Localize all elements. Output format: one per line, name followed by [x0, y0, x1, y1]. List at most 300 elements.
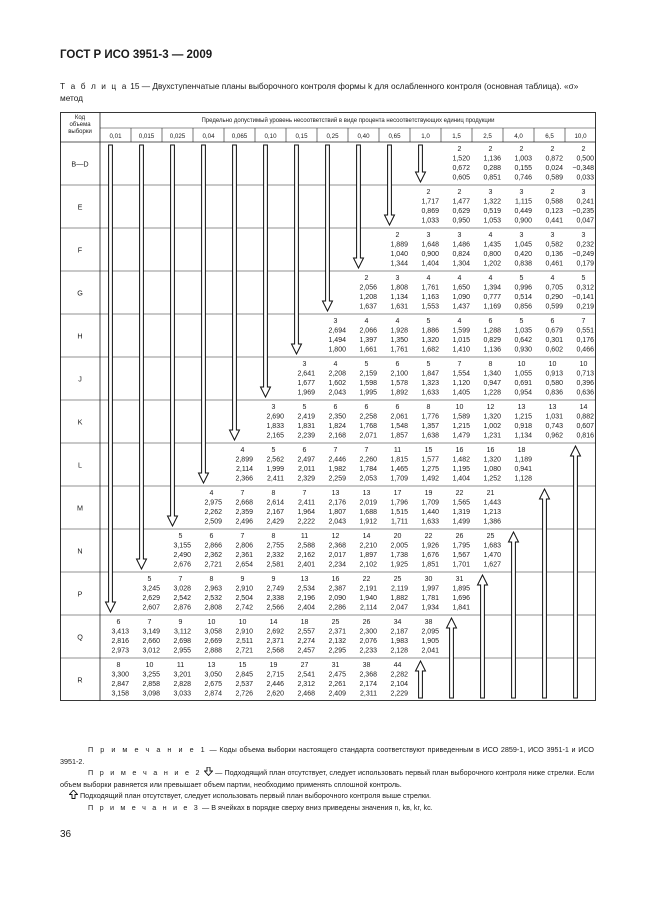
plan-value: 1,638: [421, 432, 439, 440]
plan-value: 1,925: [390, 561, 408, 569]
plan-value: 1,897: [359, 552, 377, 559]
plan-value: 0,519: [483, 208, 501, 215]
plan-value: 13: [362, 490, 371, 497]
plan-value: 1,928: [390, 327, 408, 335]
plan-value: 1,015: [452, 337, 470, 344]
plan-value: 3,098: [142, 690, 160, 698]
plan-value: 2,258: [359, 413, 377, 421]
note-2-label: П р и м е ч а н и е 2: [88, 768, 202, 778]
plan-value: 3,149: [142, 628, 160, 636]
plan-value: −0,141: [572, 294, 594, 301]
plan-value: 11: [176, 662, 185, 669]
plan-value: 22: [424, 533, 433, 540]
plan-value: 0,746: [514, 174, 532, 182]
aql-level-label: 0,65: [388, 133, 401, 140]
plan-value: 8: [488, 361, 493, 368]
plan-value: 2: [457, 189, 462, 196]
plan-value: 1,275: [421, 466, 439, 473]
plan-value: 0,466: [576, 346, 594, 354]
plan-value: 1,578: [390, 380, 408, 387]
plan-value: 6: [550, 318, 555, 325]
plan-value: 8: [426, 404, 431, 411]
plan-value: 0,123: [545, 208, 563, 215]
plan-value: 1,492: [421, 475, 439, 483]
sample-size-code: R: [77, 675, 83, 685]
plan-value: 4: [457, 318, 462, 325]
plan-value: 11: [300, 533, 309, 540]
plan-value: 10: [207, 619, 216, 626]
plan-value: 17: [393, 490, 402, 497]
plan-value: 0,607: [576, 423, 594, 430]
plan-value: 2,607: [142, 604, 160, 612]
plan-value: 2,076: [359, 638, 377, 645]
plan-value: 1,553: [421, 303, 439, 311]
plan-value: 5: [519, 275, 524, 282]
plan-value: 0,580: [545, 380, 563, 387]
plan-value: 4: [550, 275, 555, 282]
down-arrow: [168, 145, 178, 526]
plan-value: 2,196: [297, 595, 315, 602]
plan-value: 1,410: [452, 346, 470, 354]
plan-value: 1,833: [266, 423, 284, 430]
plan-value: 0,918: [514, 423, 532, 430]
plan-value: 1,494: [328, 337, 346, 344]
plan-value: 5: [178, 533, 183, 540]
plan-value: 1,602: [328, 380, 346, 387]
plan-value: 2,061: [390, 413, 408, 421]
plan-value: 2,973: [111, 647, 129, 655]
plan-value: 1,808: [390, 284, 408, 292]
plan-value: 1,208: [359, 294, 377, 301]
plan-value: 2,090: [328, 595, 346, 602]
sample-size-code: L: [78, 460, 82, 470]
plan-value: 0,605: [452, 174, 470, 182]
plan-value: 3,028: [173, 585, 191, 593]
plan-value: 2,071: [359, 432, 377, 440]
plan-value: 2,119: [391, 585, 408, 593]
plan-value: 1,003: [514, 155, 532, 163]
plan-value: 2,715: [266, 671, 284, 679]
plan-value: 1,889: [390, 241, 408, 249]
plan-value: 10: [145, 662, 154, 669]
plan-value: 2,755: [266, 542, 284, 550]
plan-value: 1,800: [328, 346, 346, 354]
plan-value: 6: [116, 619, 121, 626]
plan-value: 0,743: [545, 423, 563, 430]
plan-value: 2,338: [266, 595, 284, 602]
plan-value: 0,396: [576, 380, 594, 387]
plan-value: 1,983: [390, 638, 408, 645]
plan-value: 2,017: [328, 552, 346, 559]
plan-value: 1,136: [483, 346, 501, 354]
plan-value: 1,189: [514, 456, 532, 464]
aql-level-label: 0,025: [169, 133, 186, 140]
plan-value: 2,114: [360, 604, 377, 612]
plan-value: 3,050: [204, 671, 222, 679]
plan-value: 16: [331, 576, 340, 583]
plan-value: 2,409: [328, 690, 346, 698]
plan-value: 0,288: [483, 165, 501, 172]
plan-value: 0,672: [452, 165, 470, 172]
plan-value: 9: [271, 576, 276, 583]
plan-value: 25: [486, 533, 495, 540]
plan-value: 2: [550, 189, 555, 196]
plan-value: 1,995: [359, 389, 377, 397]
plan-value: 4: [488, 232, 493, 239]
sample-size-code: K: [77, 417, 83, 427]
plan-value: 1,688: [359, 509, 377, 516]
plan-value: 1,134: [390, 294, 408, 301]
plan-value: 2,239: [297, 432, 315, 440]
plan-value: 1,815: [390, 456, 408, 464]
plan-value: 2,187: [390, 628, 408, 636]
sample-size-code: P: [77, 589, 83, 599]
plan-value: 2,371: [266, 638, 284, 645]
plan-value: 1,841: [452, 604, 470, 612]
plan-value: 1,440: [421, 509, 439, 516]
up-arrow: [416, 661, 426, 698]
plan-value: 34: [393, 619, 402, 626]
plan-value: 6: [395, 404, 400, 411]
plan-value: 3: [519, 189, 524, 196]
plan-value: 1,322: [483, 198, 501, 206]
plan-value: 1,404: [452, 475, 470, 483]
sampling-plan-table-svg: [60, 112, 596, 702]
plan-value: 2,053: [359, 475, 377, 483]
plan-value: 10: [238, 619, 247, 626]
plan-value: 2,446: [266, 681, 284, 688]
sample-size-code: B—D: [71, 159, 89, 169]
plan-value: 2,888: [204, 647, 222, 655]
plan-value: 2: [488, 146, 493, 153]
plan-value: 3: [519, 232, 524, 239]
plan-value: 2,047: [390, 604, 408, 612]
plan-value: 2,537: [235, 681, 253, 688]
sample-size-code: M: [77, 503, 83, 513]
plan-value: 5: [302, 404, 307, 411]
plan-value: 2,534: [297, 585, 315, 593]
plan-value: 1,405: [452, 389, 470, 397]
plan-value: 9: [178, 619, 183, 626]
plan-value: 13: [300, 576, 309, 583]
plan-value: 5: [147, 576, 152, 583]
plan-value: 1,650: [452, 284, 470, 292]
up-arrow: [540, 489, 550, 698]
plan-value: 1,320: [483, 456, 501, 464]
plan-value: 2,749: [266, 585, 284, 593]
aql-level-label: 0,04: [202, 133, 215, 140]
plan-value: 3,245: [142, 585, 160, 593]
plan-value: 4: [333, 361, 338, 368]
plan-value: 1,486: [452, 241, 470, 249]
plan-value: 2,808: [204, 604, 222, 612]
plan-value: 3: [488, 189, 493, 196]
aql-level-label: 6,5: [545, 133, 554, 140]
plan-value: 21: [486, 490, 495, 497]
plan-value: 0,599: [545, 303, 563, 311]
plan-value: 2,411: [267, 475, 284, 483]
plan-value: 2,043: [328, 518, 346, 526]
aql-level-label: 0,065: [231, 133, 248, 140]
document-title: ГОСТ Р ИСО 3951-3 — 2009: [60, 49, 213, 61]
aql-level-label: 0,15: [295, 133, 308, 140]
note-1-text: — Коды объема выборки настоящего стандарта соответствуют приведенным в ИСО 2859-1, ИСО 3951-1 и ИСО 3951-2.: [60, 745, 594, 766]
plan-value: 26: [362, 619, 371, 626]
plan-value: 1,851: [421, 561, 439, 569]
plan-value: 25: [331, 619, 340, 626]
plan-value: 3,033: [173, 690, 191, 698]
plan-value: 9: [240, 576, 245, 583]
plan-value: 0,950: [452, 217, 470, 225]
plan-value: 0,449: [514, 208, 532, 215]
plan-value: 1,969: [297, 389, 315, 397]
plan-value: 1,554: [452, 370, 470, 378]
plan-value: 1,882: [390, 595, 408, 602]
plan-value: 2,282: [390, 671, 408, 679]
plan-value: 0,954: [514, 389, 532, 397]
plan-value: 2,128: [390, 647, 408, 655]
plan-value: 2,174: [359, 681, 377, 688]
plan-value: 0,290: [545, 294, 563, 301]
plan-value: 3,058: [204, 628, 222, 636]
plan-value: 2,295: [328, 647, 346, 655]
plan-value: 2,274: [297, 638, 315, 645]
plan-value: 2,721: [235, 647, 253, 655]
sample-size-code: Q: [77, 632, 83, 642]
plan-value: 0,033: [576, 174, 594, 182]
plan-value: 2,910: [235, 628, 253, 636]
plan-value: 1,895: [452, 585, 470, 593]
plan-value: 1,515: [390, 509, 408, 516]
plan-value: 0,312: [576, 284, 594, 292]
plan-value: 1,215: [514, 413, 532, 421]
plan-value: 8: [271, 533, 276, 540]
plan-value: 44: [393, 662, 402, 669]
plan-value: 1,482: [452, 456, 470, 464]
plan-value: 3: [271, 404, 276, 411]
down-arrow: [230, 145, 240, 440]
plan-value: 2,845: [235, 671, 253, 679]
plan-value: 7: [147, 619, 152, 626]
plan-value: 2,350: [328, 413, 346, 421]
plan-value: 2: [426, 189, 431, 196]
plan-value: 2,497: [297, 456, 315, 464]
plan-value: 2,816: [111, 638, 129, 645]
aql-level-label: 1,5: [452, 133, 461, 140]
note-2-text-b: Подходящий план отсутствует, следует использовать первый план выборочного контроля выше стрелки.: [80, 791, 432, 801]
plan-value: 0,241: [576, 198, 594, 206]
plan-value: 1,045: [514, 241, 532, 249]
plan-value: 7: [333, 447, 338, 454]
plan-value: 30: [424, 576, 433, 583]
plan-value: 16: [486, 447, 495, 454]
plan-value: 2,401: [297, 561, 315, 569]
plan-value: 2,806: [235, 542, 253, 550]
plan-value: 4: [488, 275, 493, 282]
plan-value: 0,232: [576, 241, 594, 249]
plan-value: 0,800: [483, 251, 501, 258]
plan-value: 1,055: [514, 370, 532, 378]
plan-value: 7: [457, 361, 462, 368]
plan-value: −0,235: [572, 208, 594, 215]
plan-value: 1,437: [452, 303, 470, 311]
plan-value: 2,676: [173, 561, 191, 569]
plan-value: 2,056: [359, 284, 377, 292]
plan-value: 1,228: [483, 389, 501, 397]
plan-value: 0,900: [421, 251, 439, 258]
plan-value: 1,033: [421, 217, 439, 225]
plan-value: 12: [486, 404, 495, 411]
plan-value: 1,357: [421, 423, 439, 430]
plan-value: 0,461: [545, 260, 563, 268]
plan-value: 0,824: [452, 251, 470, 258]
aql-level-label: 0,01: [109, 133, 122, 140]
plan-value: 0,930: [514, 346, 532, 354]
plan-value: 2,311: [360, 690, 377, 698]
plan-value: 1,319: [452, 509, 470, 516]
plan-value: 0,713: [576, 370, 594, 378]
plan-value: 1,857: [390, 432, 408, 440]
plan-value: 5: [426, 361, 431, 368]
plan-value: 1,999: [266, 466, 284, 473]
plan-value: 3,300: [111, 671, 129, 679]
plan-value: 7: [581, 318, 586, 325]
plan-value: 1,701: [452, 561, 470, 569]
plan-value: 38: [424, 619, 433, 626]
plan-value: 0,136: [545, 251, 563, 258]
plan-value: 1,565: [452, 499, 470, 507]
plan-value: 1,940: [359, 595, 377, 602]
plan-value: 0,155: [514, 165, 532, 172]
table-caption-text: 15 — Двухступенчатые планы выборочного контроля формы k для ослабленного контроля (основная таблица). «σ» метод: [60, 81, 579, 103]
plan-value: 2,159: [359, 370, 377, 378]
plan-value: 4: [240, 447, 245, 454]
plan-value: 1,288: [483, 327, 501, 335]
plan-value: 0,500: [576, 155, 594, 163]
plan-value: 1,824: [328, 423, 346, 430]
plan-value: 3,201: [173, 671, 191, 679]
plan-value: 3,413: [111, 628, 129, 636]
table-caption: [60, 81, 595, 104]
plan-value: 2,100: [390, 370, 408, 378]
plan-value: 1,676: [421, 552, 439, 559]
plan-value: 0,179: [576, 260, 594, 268]
plan-value: 1,386: [483, 518, 501, 526]
plan-value: 2,095: [421, 628, 439, 636]
plan-value: 2,509: [204, 518, 222, 526]
plan-value: 2,005: [390, 542, 408, 550]
down-arrow: [354, 145, 364, 268]
plan-value: 0,024: [545, 165, 563, 172]
plan-value: 2: [395, 232, 400, 239]
plan-value: 1,781: [421, 595, 439, 602]
plan-value: 8: [116, 662, 121, 669]
plan-value: 14: [579, 404, 588, 411]
plan-value: 1,394: [483, 284, 501, 292]
plan-value: 1,807: [328, 509, 346, 516]
code-header-line: Код: [74, 115, 86, 121]
plan-value: 2,975: [204, 499, 222, 507]
plan-value: 18: [300, 619, 309, 626]
plan-value: 1,443: [483, 499, 501, 507]
plan-value: 0,851: [483, 174, 501, 182]
plan-value: 0,420: [514, 251, 532, 258]
plan-value: 8: [209, 576, 214, 583]
plan-value: 2,167: [266, 509, 284, 516]
plan-value: 3: [333, 318, 338, 325]
plan-value: 0,441: [545, 217, 563, 225]
plan-value: 6: [488, 318, 493, 325]
plan-value: 1,136: [483, 155, 501, 163]
note-1-label: П р и м е ч а н и е 1: [88, 745, 207, 754]
plan-value: 2,654: [235, 561, 253, 569]
plan-value: 10: [517, 361, 526, 368]
plan-value: 14: [362, 533, 371, 540]
plan-value: 2,690: [266, 413, 284, 421]
plan-value: 2,641: [297, 370, 315, 378]
plan-value: 7: [178, 576, 183, 583]
plan-value: 1,982: [328, 466, 346, 473]
plan-value: 2,168: [328, 432, 346, 440]
plan-value: 1,195: [452, 466, 470, 473]
plan-value: 1,404: [421, 260, 439, 268]
sample-size-code: J: [78, 374, 82, 384]
plan-value: −0,348: [572, 165, 594, 172]
sample-size-code: F: [77, 245, 83, 255]
plan-value: 3,155: [173, 542, 191, 550]
plan-value: 0,947: [483, 380, 501, 387]
plan-value: 4: [395, 318, 400, 325]
plan-value: 2,614: [266, 499, 284, 507]
plan-value: 2,259: [328, 475, 346, 483]
plan-value: 4: [426, 275, 431, 282]
plan-value: 1,633: [421, 518, 439, 526]
plan-value: 20: [393, 533, 402, 540]
plan-value: 5: [364, 361, 369, 368]
plan-value: 1,470: [483, 552, 501, 559]
plan-value: 2,858: [142, 681, 160, 688]
plan-value: 2,404: [297, 604, 315, 612]
plan-value: 2,566: [266, 604, 284, 612]
plan-value: 3: [550, 232, 555, 239]
plan-value: 8: [271, 490, 276, 497]
plan-value: 0,047: [576, 217, 594, 225]
plan-value: 0,856: [514, 303, 532, 311]
plan-value: 0,962: [545, 432, 563, 440]
note-2b: [60, 790, 594, 802]
plan-value: 2,261: [328, 681, 346, 688]
plan-value: 1,115: [515, 198, 532, 206]
plan-value: 1,465: [390, 466, 408, 473]
plan-value: 1,344: [390, 260, 408, 268]
plan-value: 0,629: [452, 208, 470, 215]
plan-value: 5: [426, 318, 431, 325]
plan-value: 1,053: [483, 217, 501, 225]
plan-value: 1,320: [483, 413, 501, 421]
down-arrow-icon: [204, 767, 213, 776]
aql-level-label: 10,0: [574, 133, 587, 140]
plan-value: 13: [517, 404, 526, 411]
plan-value: 2,468: [297, 690, 315, 698]
plan-value: 12: [331, 533, 340, 540]
plan-value: 2: [581, 146, 586, 153]
plan-value: 2,675: [204, 681, 222, 688]
plan-value: 0,301: [545, 337, 563, 344]
plan-value: 2,588: [297, 542, 315, 550]
plan-value: 2,963: [204, 585, 222, 593]
plan-value: 2: [364, 275, 369, 282]
plan-value: 31: [331, 662, 340, 669]
